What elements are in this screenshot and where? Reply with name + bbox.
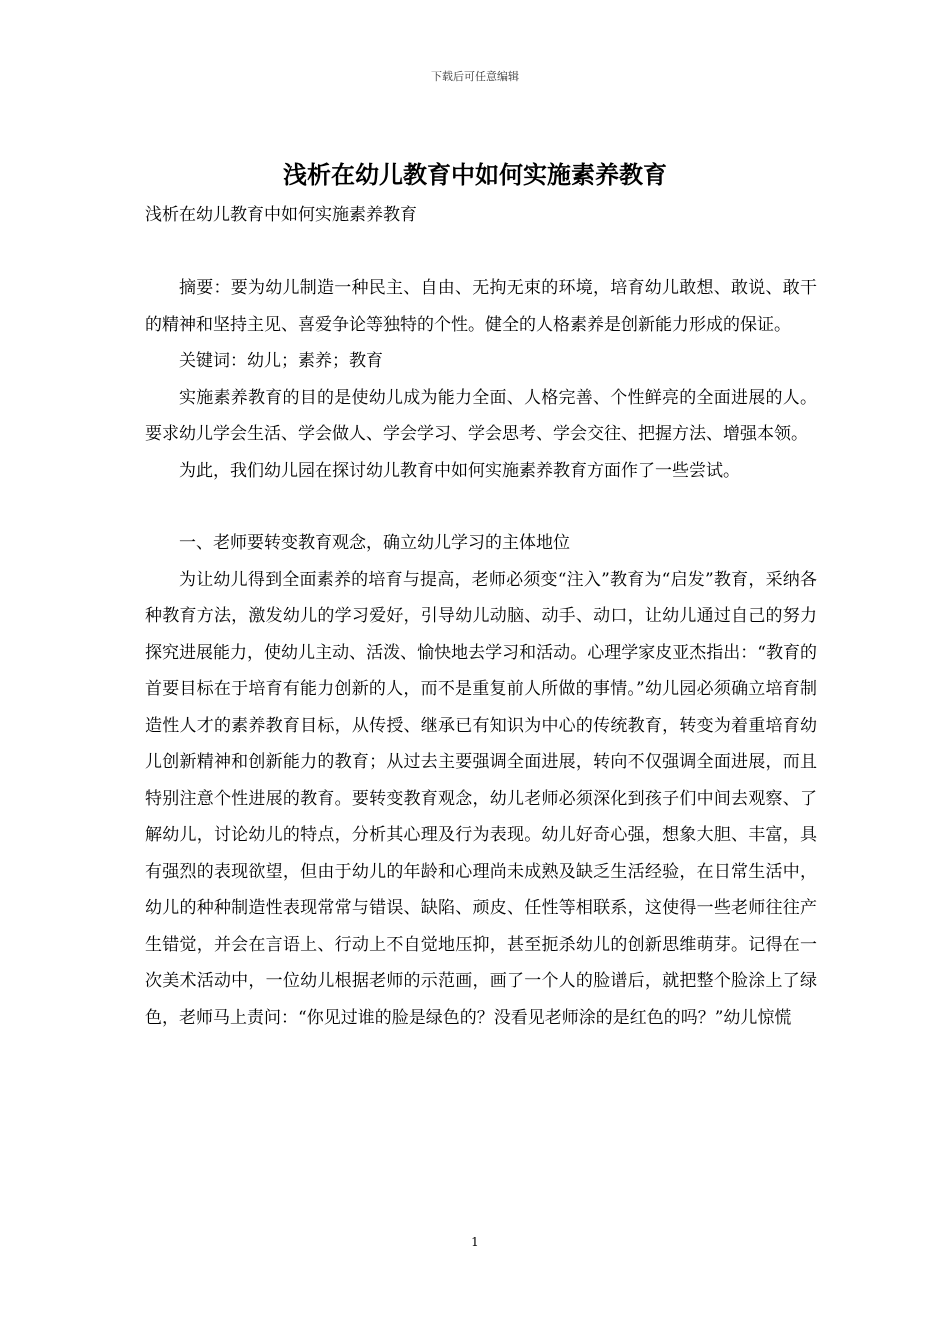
header-note: 下载后可任意编辑 <box>431 70 519 83</box>
abstract-paragraph: 摘要：要为幼儿制造一种民主、自由、无拘无束的环境，培育幼儿敢想、敢说、敢干的精神和坚持主见、喜爱争论等独特的个性。健全的人格素养是创新能力形成的保证。 <box>145 278 817 335</box>
document-title: 浅析在幼儿教育中如何实施素养教育 <box>283 160 667 189</box>
document-subtitle: 浅析在幼儿教育中如何实施素养教育 <box>145 205 417 225</box>
document-body <box>145 270 817 1036</box>
body-paragraph: 为让幼儿得到全面素养的培育与提高，老师必须变“注入”教育为“启发”教育，采纳各种教育方法，激发幼儿的学习爱好，引导幼儿动脑、动手、动口，让幼儿通过自己的努力探究进展能力，使幼儿主动、活泼、愉快地去学习和活动。心理学家皮亚杰指出：“教育的首要目标在于培育有能力创新的人，而不是重复前人所做的事情。”幼儿园必须确立培育制造性人才的素养教育目标，从传授、继承已有知识为中心的传统教育，转变为着重培育幼儿创新精神和创新能力的教育；从过去主要强调全面进展，转向不仅强调全面进展，而且特别注意个性进展的教育。要转变教育观念，幼儿老师必须深化到孩子们中间去观察、了解幼儿，讨论幼儿的特点，分析其心理及行为表现。幼儿好奇心强，想象大胆、丰富，具有强烈的表现欲望，但由于幼儿的年龄和心理尚未成熟及缺乏生活经验，在日常生活中，幼儿的种种制造性表现常常与错误、缺陷、顽皮、任性等相联系，这使得一些老师往往产生错觉，并会在言语上、行动上不自觉地压抑，甚至扼杀幼儿的创新思维萌芽。记得在一次美术活动中，一位幼儿根据老师的示范画，画了一个人的脸谱后，就把整个脸涂上了绿色，老师马上责问：“你见过谁的脸是绿色的？没看见老师涂的是红色的吗？”幼儿惊慌 <box>145 569 817 1028</box>
body-paragraph: 实施素养教育的目的是使幼儿成为能力全面、人格完善、个性鲜亮的全面进展的人。要求幼儿学会生活、学会做人、学会学习、学会思考、学会交往、把握方法、增强本领。 <box>145 387 817 444</box>
keywords-paragraph: 关键词：幼儿；素养；教育 <box>179 351 383 371</box>
page-number: 1 <box>471 1235 479 1249</box>
body-paragraph: 为此，我们幼儿园在探讨幼儿教育中如何实施素养教育方面作了一些尝试。 <box>179 460 740 481</box>
section-heading: 一、老师要转变教育观念，确立幼儿学习的主体地位 <box>179 533 570 553</box>
